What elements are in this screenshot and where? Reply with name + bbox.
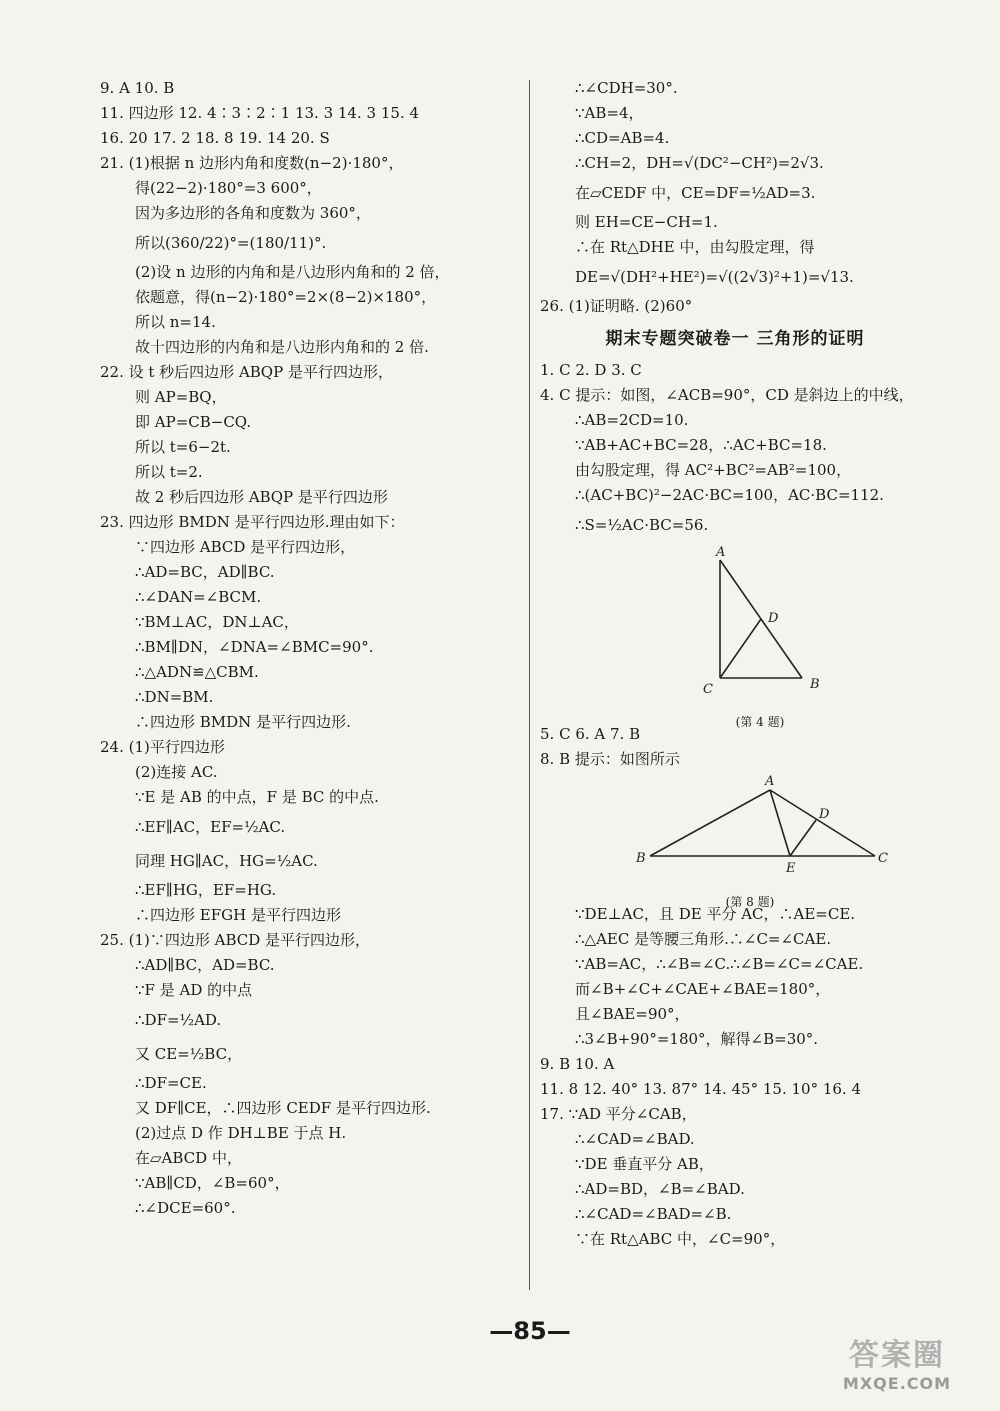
- point-label-b: B: [636, 851, 646, 866]
- answer-line: ∵四边形 ABCD 是平行四边形，: [135, 538, 356, 556]
- answer-line: ∴3∠B+90°=180°，解得∠B=30°.: [575, 1030, 819, 1048]
- point-label-d: D: [768, 611, 779, 626]
- answer-line: 则 EH=CE−CH=1.: [575, 213, 718, 231]
- answer-line: 在▱ABCD 中，: [135, 1149, 242, 1167]
- answer-line: 故十四边形的内角和是八边形内角和的 2 倍.: [135, 338, 429, 356]
- point-label-e: E: [786, 861, 796, 876]
- answer-line: ∴CD=AB=4.: [575, 129, 670, 147]
- answer-line: 则 AP=BQ，: [135, 388, 227, 406]
- answer-line: 11. 四边形 12. 4∶3∶2∶1 13. 3 14. 3 15. 4: [100, 104, 419, 122]
- answer-line: ∵E 是 AB 的中点，F 是 BC 的中点.: [135, 788, 379, 806]
- point-label-c: C: [703, 682, 713, 697]
- answer-line: ∴S=½AC·BC=56.: [575, 516, 709, 534]
- section-title: 期末专题突破卷一 三角形的证明: [605, 329, 865, 349]
- triangle-diagram-4: [540, 542, 940, 702]
- answer-line: ∴CH=2，DH=√(DC²−CH²)=2√3.: [575, 154, 824, 172]
- answer-line: 1. C 2. D 3. C: [540, 361, 642, 379]
- answer-line: 9. B 10. A: [540, 1055, 615, 1073]
- answer-line: 所以 t=6−2t.: [135, 438, 231, 456]
- answer-line: ∴∠CAD=∠BAD=∠B.: [575, 1205, 732, 1223]
- answer-line: ∴△AEC 是等腰三角形.∴∠C=∠CAE.: [575, 930, 832, 948]
- point-label-a: A: [765, 774, 775, 789]
- watermark: [812, 1330, 982, 1393]
- answer-line: 23. 四边形 BMDN 是平行四边形.理由如下：: [100, 513, 405, 531]
- watermark-logo: 答案圈: [849, 1338, 945, 1373]
- page-number: —85—: [489, 1317, 571, 1345]
- answer-line: ∵AB+AC+BC=28，∴AC+BC=18.: [575, 436, 827, 454]
- answer-line: 11. 8 12. 40° 13. 87° 14. 45° 15. 10° 16. 4: [540, 1080, 862, 1098]
- point-label-b: B: [810, 677, 820, 692]
- answer-line: 而∠B+∠C+∠CAE+∠BAE=180°，: [575, 980, 831, 998]
- answer-line: ∴EF∥AC，EF=½AC.: [135, 818, 286, 836]
- answer-line: 5. C 6. A 7. B: [540, 725, 641, 743]
- answer-line: 且∠BAE=90°，: [575, 1005, 690, 1023]
- answer-line: ∴∠CDH=30°.: [575, 79, 678, 97]
- answer-line: ∴△ADN≌△CBM.: [135, 663, 259, 681]
- point-label-c: C: [878, 851, 888, 866]
- answer-line: ∴(AC+BC)²−2AC·BC=100，AC·BC=112.: [575, 486, 884, 504]
- answer-line: ∴DN=BM.: [135, 688, 214, 706]
- answer-line: 25. (1)∵四边形 ABCD 是平行四边形，: [100, 931, 371, 949]
- answer-line: 因为多边形的各角和度数为 360°，: [135, 204, 371, 222]
- answer-line: ∵AB=AC，∴∠B=∠C.∴∠B=∠C=∠CAE.: [575, 955, 864, 973]
- answer-line: 26. (1)证明略. (2)60°: [540, 297, 693, 315]
- answer-line: 所以 n=14.: [135, 313, 216, 331]
- answer-line: 8. B 提示：如图所示: [540, 750, 680, 768]
- answer-line: ∴∠CAD=∠BAD.: [575, 1130, 695, 1148]
- answer-line: 24. (1)平行四边形: [100, 738, 225, 756]
- answer-line: ∵DE⊥AC，且 DE 平分 AC，∴AE=CE.: [575, 905, 856, 923]
- right-column: [540, 76, 960, 1252]
- answer-line: ∴DF=CE.: [135, 1074, 207, 1092]
- answer-line: ∴DF=½AD.: [135, 1011, 222, 1029]
- answer-line: 9. A 10. B: [100, 79, 175, 97]
- answer-line: 依题意，得(n−2)·180°=2×(8−2)×180°，: [135, 288, 437, 306]
- point-label-a: A: [716, 545, 726, 560]
- answer-line: 得(22−2)·180°=3 600°，: [135, 179, 322, 197]
- answer-line: ∴AD∥BC，AD=BC.: [135, 956, 275, 974]
- answer-line: 即 AP=CB−CQ.: [135, 413, 252, 431]
- answer-line: ∴EF∥HG，EF=HG.: [135, 881, 277, 899]
- triangle-diagram-8: [540, 772, 940, 882]
- left-column: [100, 76, 520, 1221]
- answer-line: 16. 20 17. 2 18. 8 19. 14 20. S: [100, 129, 330, 147]
- figure-4: [540, 542, 940, 729]
- answer-line: (2)连接 AC.: [135, 763, 218, 781]
- answer-line: ∴BM∥DN，∠DNA=∠BMC=90°.: [135, 638, 374, 656]
- column-divider: [529, 80, 530, 1290]
- answer-line: ∴四边形 EFGH 是平行四边形: [135, 906, 341, 924]
- answer-line: 21. (1)根据 n 边形内角和度数(n−2)·180°，: [100, 154, 404, 172]
- figure-8: [540, 772, 940, 909]
- answer-line: 所以 t=2.: [135, 463, 203, 481]
- watermark-url: MXQE.COM: [842, 1374, 952, 1393]
- answer-line: ∵DE 垂直平分 AB，: [575, 1155, 714, 1173]
- answer-line: (2)设 n 边形的内角和是八边形内角和的 2 倍，: [135, 263, 450, 281]
- answer-line: 故 2 秒后四边形 ABQP 是平行四边形: [135, 488, 388, 506]
- point-label-d: D: [819, 807, 830, 822]
- answer-line: (2)过点 D 作 DH⊥BE 于点 H.: [135, 1124, 347, 1142]
- answer-line: ∵F 是 AD 的中点: [135, 981, 253, 999]
- answer-line: ∵AB=4，: [575, 104, 644, 122]
- answer-line: 又 CE=½BC，: [135, 1045, 243, 1063]
- answer-line: ∵BM⊥AC，DN⊥AC，: [135, 613, 299, 631]
- figure-caption: (第 4 题): [735, 715, 785, 729]
- answer-line: 所以(360/22)°=(180/11)°.: [135, 234, 327, 252]
- answer-line: 由勾股定理，得 AC²+BC²=AB²=100，: [575, 461, 852, 479]
- answer-line: ∵AB∥CD，∠B=60°，: [135, 1174, 290, 1192]
- figure-caption: (第 8 题): [725, 895, 775, 909]
- answer-line: 又 DF∥CE，∴四边形 CEDF 是平行四边形.: [135, 1099, 431, 1117]
- answer-line: 在▱CEDF 中，CE=DF=½AD=3.: [575, 184, 816, 202]
- answer-line: ∵在 Rt△ABC 中，∠C=90°，: [575, 1230, 786, 1248]
- answer-line: ∴在 Rt△DHE 中，由勾股定理，得: [575, 238, 815, 256]
- answer-line: ∴∠DCE=60°.: [135, 1199, 236, 1217]
- answer-line: DE=√(DH²+HE²)=√((2√3)²+1)=√13.: [575, 268, 854, 286]
- answer-line: ∴AB=2CD=10.: [575, 411, 689, 429]
- answer-line: ∴AD=BD，∠B=∠BAD.: [575, 1180, 745, 1198]
- answer-line: 同理 HG∥AC，HG=½AC.: [135, 852, 318, 870]
- answer-line: ∴四边形 BMDN 是平行四边形.: [135, 713, 351, 731]
- answer-line: ∴∠DAN=∠BCM.: [135, 588, 262, 606]
- answer-line: 4. C 提示：如图，∠ACB=90°，CD 是斜边上的中线，: [540, 386, 914, 404]
- answer-line: 17. ∵AD 平分∠CAB，: [540, 1105, 697, 1123]
- answer-line: ∴AD=BC，AD∥BC.: [135, 563, 275, 581]
- answer-line: 22. 设 t 秒后四边形 ABQP 是平行四边形，: [100, 363, 393, 381]
